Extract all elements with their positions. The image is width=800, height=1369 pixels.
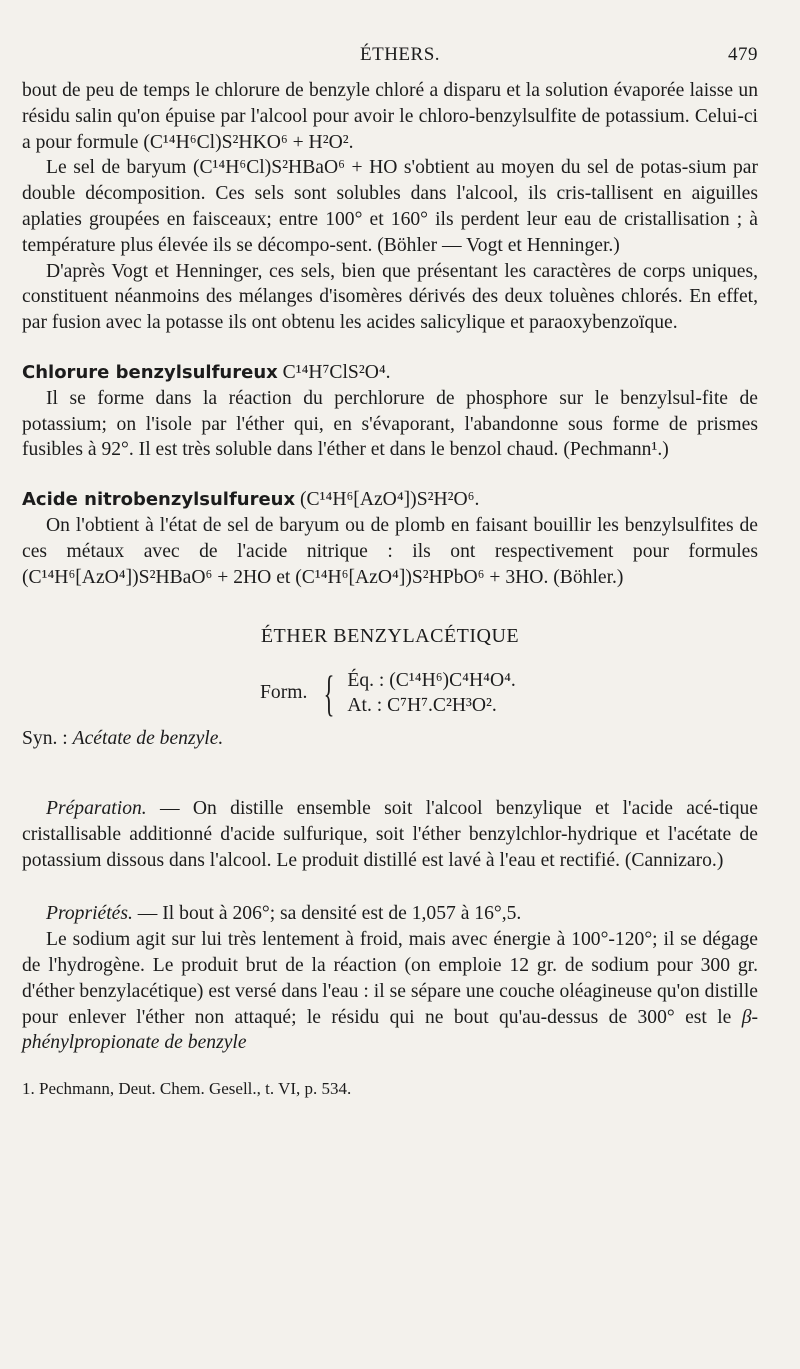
paragraph: On l'obtient à l'état de sel de baryum ou de plomb en faisant bouillir les benzylsulfites de ces métaux avec de l'acide nitrique : ils ont respectivement pour formules (C¹⁴H⁶[AzO⁴])S²HBaO⁶ + 2HO et (C¹⁴H⁶[AzO⁴])S²HPbO⁶ + 3HO. (Böhler.) [22,514,758,588]
formula-at: At. : C⁷H⁷.C²H³O². [347,695,497,717]
section-heading-acide [22,487,758,513]
properties-paragraph [22,901,758,927]
properties-label: Propriétés. [46,903,133,925]
page-number: 479 [728,44,758,65]
brace-icon: { [323,665,335,722]
footnote: 1. Pechmann, Deut. Chem. Gesell., t. VI, p. 534. [22,1079,352,1099]
section-title: Acide nitrobenzylsulfureux [22,489,296,511]
paragraph-italic: β-phénylpropionate de benzyle [22,1006,758,1054]
preparation-text: — On distille ensemble soit l'alcool benzylique et l'acide acé-tique cristallisable additionné d'acide sulfurique, soit l'éther benzylchlor-hydrique et l'acétate de potassium dissous dans l'alcool. Le produit distillé est lavé à l'eau et rectifié. (Cannizaro.) [22,797,758,871]
section-formula: C¹⁴H⁷ClS²O⁴. [282,361,391,383]
section-title: Chlorure benzylsulfureux [22,361,278,383]
section-formula: (C¹⁴H⁶[AzO⁴])S²H²O⁶. [300,489,480,511]
synonym-value: Acétate de benzyle. [72,728,224,750]
paragraph: D'après Vogt et Henninger, ces sels, bien que présentant les caractères de corps uniques, constituent néanmoins des mélanges d'isomères dérivés des deux toluènes chlorés. En effet, par fusion avec la potasse ils ont obtenu les acides salicylique et paraoxybenzoïque. [22,260,758,334]
preparation-label: Préparation. [46,797,147,819]
formula-block [260,665,758,722]
paragraph [22,927,758,1056]
formula-eq: Éq. : (C¹⁴H⁶)C⁴H⁴O⁴. [347,670,516,692]
paragraph: bout de peu de temps le chlorure de benzyle chloré a disparu et la solution évaporée laisse un résidu salin qu'on épuise par l'alcool pour avoir le chloro-benzylsulfite de potassium. Celui-ci a pour formule (C¹⁴H⁶Cl)S²HKO⁶ + H²O². [22,80,758,153]
formula-label: Form. [260,682,308,704]
header-title: ÉTHERS. [359,44,441,65]
synonym [22,726,758,752]
paragraph: Il se forme dans la réaction du perchlorure de phosphore sur le benzylsul-fite de potassium; on l'isole par l'éther qui, en s'évaporant, l'abandonne sous forme de prismes fusibles à 92°. Il est très soluble dans l'éther et dans le benzol chaud. (Pechmann¹.) [22,387,758,461]
section-heading-chlorure [22,360,758,386]
running-header [22,44,778,70]
synonym-label: Syn. : [22,728,68,750]
preparation-paragraph [22,796,758,873]
paragraph: Le sel de baryum (C¹⁴H⁶Cl)S²HBaO⁶ + HO s'obtient au moyen du sel de potas-sium par double décomposition. Ces sels sont solubles dans l'alcool, ils cris-tallisent en aiguilles aplaties groupées en faisceaux; entre 100° et 160° ils perdent leur eau de cristallisation ; à température plus élevée ils se décompo-sent. (Böhler — Vogt et Henninger.) [22,157,758,256]
properties-text: — Il bout à 206°; sa densité est de 1,057 à 16°,5. [132,903,522,925]
chapter-heading: ÉTHER BENZYLACÉTIQUE [260,625,520,648]
paragraph-text: Le sodium agit sur lui très lentement à froid, mais avec énergie à 100°-120°; il se dégage de l'hydrogène. Le produit brut de la réaction (on emploie 12 gr. de sodium pour 300 gr. d'éther benzylacétique) est versé dans l'eau : il se sépare une couche oléagineuse qu'on distille pour enlever l'éther non attaqué; le résidu qui ne bout qu'au-dessus de 300° est le [22,929,758,1028]
page-body [22,78,758,1102]
